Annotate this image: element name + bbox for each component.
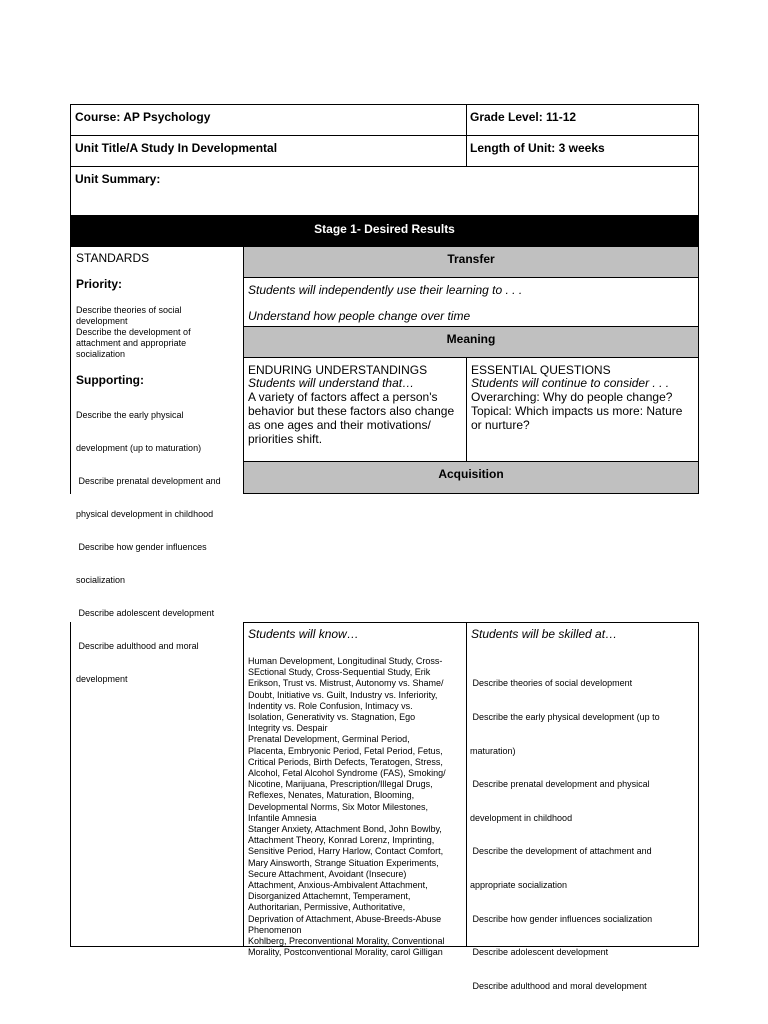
supporting-item: development — [76, 674, 128, 684]
skilled-line: Describe the early physical development (up to — [470, 712, 660, 723]
know-line: Erikson, Trust vs. Mistrust, Autonomy vs. Shame/ — [248, 678, 444, 689]
know-line: Integrity vs. Despair — [248, 723, 328, 734]
supporting-item: physical development in childhood — [76, 509, 214, 519]
supporting-item: Describe adulthood and moral — [76, 641, 199, 651]
unit-summary-label: Unit Summary: — [75, 172, 161, 186]
skilled-line: maturation) — [470, 745, 516, 756]
eq-topical: Topical: Which impacts us more: Nature or nurture? — [471, 404, 683, 432]
know-line: Disorganized Attachemnt, Temperament, — [248, 891, 411, 902]
unit-title-cell — [70, 135, 467, 167]
skilled-line: Describe prenatal development and physical — [470, 779, 650, 790]
meaning-label: Meaning — [446, 332, 496, 346]
priority-item: Describe the development of — [76, 327, 191, 337]
know-line: Authoritarian, Permissive, Authoritative, — [248, 902, 406, 913]
acquisition-label: Acquisition — [438, 467, 504, 481]
know-line: Attachment Theory, Konrad Lorenz, Imprinting, — [248, 835, 435, 846]
know-line: Morality, Postconventional Morality, carol Gilligan — [248, 947, 443, 958]
skilled-line: Describe adulthood and moral development — [470, 980, 647, 991]
standards-cell — [70, 246, 244, 684]
skilled-line: Describe adolescent development — [470, 947, 609, 958]
length-label: Length of Unit: 3 weeks — [470, 141, 605, 155]
skilled-list — [470, 656, 698, 1015]
unit-title-label: Unit Title/A Study In Developmental — [75, 141, 278, 155]
essential-questions-cell — [466, 357, 699, 462]
transfer-line-2: Understand how people change over time — [248, 309, 471, 323]
supporting-label: Supporting: — [76, 373, 144, 387]
supporting-item: Describe how gender influences — [76, 542, 207, 552]
know-line: Phenomenon — [248, 924, 302, 935]
know-line: Alcohol, Fetal Alcohol Syndrome (FAS), Smoking/ — [248, 768, 446, 779]
supporting-item: Describe the early physical — [76, 410, 184, 420]
priority-item: development — [76, 316, 128, 326]
eu-subheading: Students will understand that… — [248, 376, 415, 390]
standards-continuation-cell — [70, 622, 244, 947]
grade-level-label: Grade Level: 11-12 — [470, 110, 577, 124]
know-line: Sensitive Period, Harry Harlow, Contact Comfort, — [248, 846, 444, 857]
length-cell — [466, 135, 699, 167]
supporting-item: development (up to maturation) — [76, 443, 202, 453]
students-will-know-cell — [243, 622, 467, 958]
know-line: Indentity vs. Role Confusion, Intimacy vs. — [248, 700, 413, 711]
enduring-understandings-cell — [243, 357, 467, 462]
eq-heading: ESSENTIAL QUESTIONS — [471, 363, 611, 377]
standards-label: STANDARDS — [76, 251, 150, 265]
know-line: Mary Ainsworth, Strange Situation Experiments, — [248, 857, 439, 868]
know-line: Prenatal Development, Germinal Period, — [248, 734, 410, 745]
skilled-line: Describe theories of social development — [470, 678, 633, 689]
eu-text: A variety of factors affect a person's behavior but these factors also change as one ages and their motivations/ priorities shift. — [248, 390, 455, 446]
skilled-heading: Students will be skilled at… — [471, 627, 618, 641]
stage1-header — [70, 215, 699, 247]
eq-overarching: Overarching: Why do people change? — [471, 390, 673, 404]
transfer-header — [243, 246, 699, 278]
know-line: Critical Periods, Birth Defects, Teratogen, Stress, — [248, 756, 443, 767]
meaning-header — [243, 326, 699, 358]
unit-summary-cell — [70, 166, 699, 216]
students-skilled-at-cell — [466, 622, 699, 991]
skilled-line: development in childhood — [470, 812, 573, 823]
know-line: Attachment, Anxious-Ambivalent Attachment, — [248, 880, 428, 891]
priority-label: Priority: — [76, 277, 123, 291]
acquisition-header — [243, 461, 699, 494]
know-line: Infantile Amnesia — [248, 812, 317, 823]
transfer-line-1: Students will independently use their learning to . . . — [248, 283, 523, 297]
stage1-title: Stage 1- Desired Results — [314, 222, 455, 236]
know-list — [248, 656, 466, 958]
skilled-line: Describe how gender influences socialization — [470, 913, 653, 924]
know-line: Kohlberg, Preconventional Morality, Conventional — [248, 936, 445, 947]
know-line: Stanger Anxiety, Attachment Bond, John Bowlby, — [248, 824, 442, 835]
skilled-line: Describe the development of attachment and — [470, 846, 652, 857]
know-line: Placenta, Embryonic Period, Fetal Period, Fetus, — [248, 745, 443, 756]
transfer-content — [243, 277, 699, 327]
priority-item: attachment and appropriate — [76, 338, 187, 348]
know-line: Developmental Norms, Six Motor Milestones, — [248, 801, 429, 812]
eu-heading: ENDURING UNDERSTANDINGS — [248, 363, 428, 377]
know-heading: Students will know… — [248, 627, 359, 641]
know-line: SEctional Study, Cross-Sequential Study, Erik — [248, 667, 431, 678]
eq-subheading: Students will continue to consider . . . — [471, 376, 670, 390]
priority-item: socialization — [76, 349, 126, 359]
know-line: Nicotine, Marijuana, Prescription/Illegal Drugs, — [248, 779, 433, 790]
know-line: Reflexes, Nenates, Maturation, Blooming, — [248, 790, 415, 801]
supporting-item: Describe adolescent development — [76, 608, 215, 618]
priority-item: Describe theories of social — [76, 305, 182, 315]
transfer-label: Transfer — [447, 252, 495, 266]
supporting-item: socialization — [76, 575, 126, 585]
supporting-item: Describe prenatal development and — [76, 476, 221, 486]
grade-level-cell — [466, 104, 699, 136]
course-cell — [70, 104, 467, 136]
know-line: Doubt, Initiative vs. Guilt, Industry vs. Inferiority, — [248, 689, 438, 700]
skilled-line: appropriate socialization — [470, 880, 568, 891]
know-line: Isolation, Generativity vs. Stagnation, Ego — [248, 712, 416, 723]
know-line: Secure Attachment, Avoidant (Insecure) — [248, 868, 407, 879]
priority-list — [76, 305, 244, 360]
course-label: Course: AP Psychology — [75, 110, 211, 124]
know-line: Deprivation of Attachment, Abuse-Breeds-Abuse — [248, 913, 442, 924]
know-line: Human Development, Longitudinal Study, Cross- — [248, 656, 443, 666]
